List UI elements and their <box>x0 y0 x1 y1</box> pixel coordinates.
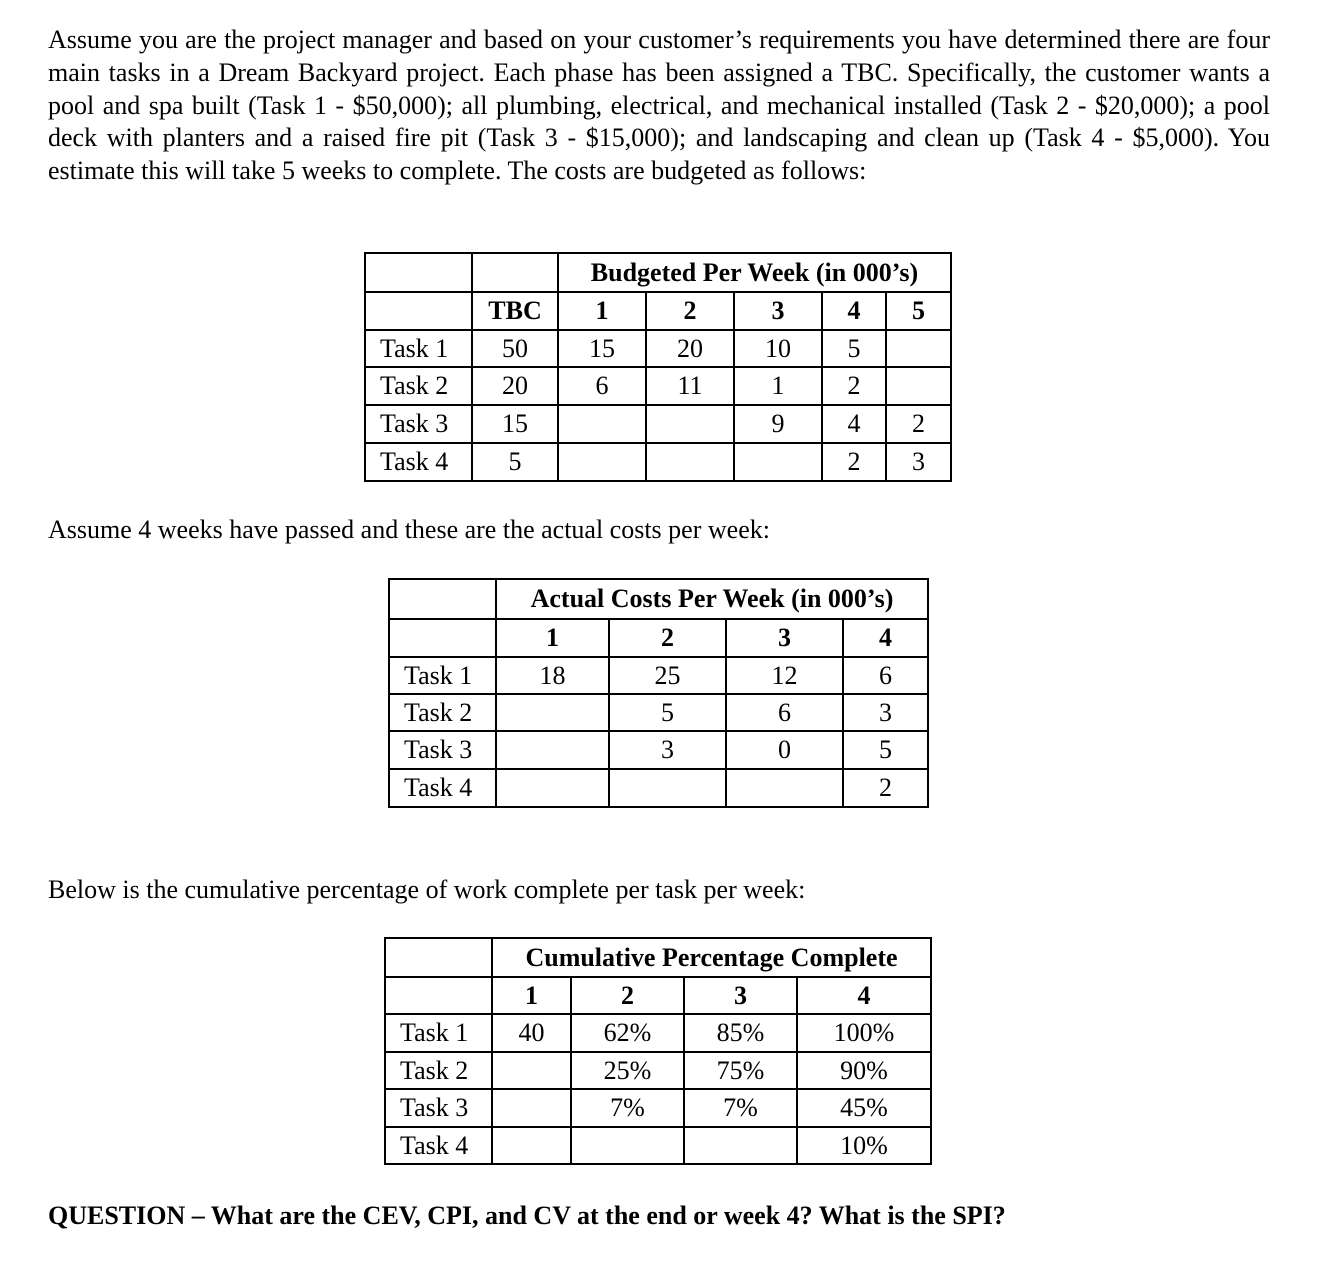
budget-table <box>364 252 952 482</box>
value-cell: 75% <box>684 1052 797 1089</box>
value-cell: 45% <box>797 1089 931 1127</box>
value-cell: 3 <box>843 694 928 731</box>
value-cell <box>886 330 951 367</box>
value-cell: 15 <box>558 330 646 367</box>
value-cell: 7% <box>571 1089 684 1127</box>
table-row <box>365 405 951 443</box>
week-header: 4 <box>843 619 928 657</box>
budget-corner-cell <box>365 292 472 330</box>
actual-header-row <box>389 619 928 657</box>
value-cell <box>558 405 646 443</box>
table-row <box>389 694 928 731</box>
value-cell: 5 <box>822 330 886 367</box>
table-row <box>365 367 951 405</box>
value-cell: 6 <box>558 367 646 405</box>
budget-corner-cell <box>472 253 558 292</box>
task-label: Task 1 <box>385 1014 492 1052</box>
value-cell <box>496 731 609 769</box>
value-cell <box>609 769 726 807</box>
value-cell <box>496 694 609 731</box>
question-text: QUESTION – What are the CEV, CPI, and CV at the end or week 4? What is the SPI? <box>48 1201 1006 1230</box>
percent-table <box>384 937 932 1165</box>
table-row <box>389 657 928 694</box>
value-cell <box>886 367 951 405</box>
tbc-cell: 15 <box>472 405 558 443</box>
table-row <box>385 1089 931 1127</box>
task-label: Task 3 <box>385 1089 492 1127</box>
value-cell: 2 <box>822 443 886 481</box>
value-cell <box>646 405 734 443</box>
table-row <box>365 330 951 367</box>
task-label: Task 3 <box>365 405 472 443</box>
value-cell <box>492 1089 571 1127</box>
value-cell: 3 <box>609 731 726 769</box>
value-cell: 11 <box>646 367 734 405</box>
week-header: 3 <box>734 292 822 330</box>
budget-corner-cell <box>365 253 472 292</box>
percent-header-row <box>385 977 931 1014</box>
value-cell: 90% <box>797 1052 931 1089</box>
budget-table-title: Budgeted Per Week (in 000’s) <box>558 253 951 292</box>
actual-table <box>388 578 929 808</box>
value-cell: 25 <box>609 657 726 694</box>
value-cell: 4 <box>822 405 886 443</box>
value-cell: 5 <box>843 731 928 769</box>
week-header: 1 <box>492 977 571 1014</box>
budget-header-row <box>365 292 951 330</box>
task-label: Task 4 <box>389 769 496 807</box>
value-cell: 100% <box>797 1014 931 1052</box>
tbc-cell: 5 <box>472 443 558 481</box>
week-header: 2 <box>571 977 684 1014</box>
percent-corner-cell <box>385 938 492 977</box>
week-header: 4 <box>822 292 886 330</box>
value-cell <box>558 443 646 481</box>
table-row <box>385 1014 931 1052</box>
value-cell: 25% <box>571 1052 684 1089</box>
percent-table-title: Cumulative Percentage Complete <box>492 938 931 977</box>
task-label: Task 2 <box>365 367 472 405</box>
value-cell: 2 <box>822 367 886 405</box>
percent-corner-cell <box>385 977 492 1014</box>
value-cell <box>734 443 822 481</box>
value-cell: 85% <box>684 1014 797 1052</box>
table-row <box>385 1052 931 1089</box>
task-label: Task 3 <box>389 731 496 769</box>
task-label: Task 4 <box>385 1127 492 1164</box>
week-header: 3 <box>684 977 797 1014</box>
intro-paragraph: Assume you are the project manager and based on your customer’s requirements you have determined there are four main tasks in a Dream Backyard project. Each phase has been assigned a TBC. Specifically, the customer wants a pool and spa built (Task 1 - $50,000); all plumbing, electrical, and mechanical installed (Task 2 - $20,000); a pool deck with planters and a raised fire pit (Task 3 - $15,000); and landscaping and clean up (Task 4 - $5,000). You estimate this will take 5 weeks to complete. The costs are budgeted as follows: <box>48 25 1270 186</box>
value-cell <box>492 1052 571 1089</box>
tbc-header: TBC <box>472 292 558 330</box>
value-cell <box>646 443 734 481</box>
value-cell: 18 <box>496 657 609 694</box>
week-header: 2 <box>646 292 734 330</box>
value-cell <box>684 1127 797 1164</box>
week-header: 4 <box>797 977 931 1014</box>
percent-title-row <box>385 938 931 977</box>
value-cell: 12 <box>726 657 843 694</box>
value-cell <box>726 769 843 807</box>
week-header: 5 <box>886 292 951 330</box>
value-cell: 62% <box>571 1014 684 1052</box>
task-label: Task 4 <box>365 443 472 481</box>
value-cell <box>496 769 609 807</box>
table-row <box>389 731 928 769</box>
value-cell: 20 <box>646 330 734 367</box>
value-cell: 3 <box>886 443 951 481</box>
percent-intro: Below is the cumulative percentage of work complete per task per week: <box>48 875 806 904</box>
week-header: 3 <box>726 619 843 657</box>
value-cell <box>492 1127 571 1164</box>
task-label: Task 2 <box>385 1052 492 1089</box>
value-cell: 6 <box>726 694 843 731</box>
table-row <box>365 443 951 481</box>
value-cell: 2 <box>886 405 951 443</box>
value-cell: 0 <box>726 731 843 769</box>
value-cell: 10 <box>734 330 822 367</box>
week-header: 1 <box>558 292 646 330</box>
actual-title-row <box>389 579 928 619</box>
value-cell: 1 <box>734 367 822 405</box>
actual-corner-cell <box>389 619 496 657</box>
value-cell: 9 <box>734 405 822 443</box>
value-cell: 2 <box>843 769 928 807</box>
week-header: 1 <box>496 619 609 657</box>
value-cell: 7% <box>684 1089 797 1127</box>
task-label: Task 2 <box>389 694 496 731</box>
budget-title-row <box>365 253 951 292</box>
actual-table-title: Actual Costs Per Week (in 000’s) <box>496 579 928 619</box>
value-cell: 6 <box>843 657 928 694</box>
task-label: Task 1 <box>389 657 496 694</box>
task-label: Task 1 <box>365 330 472 367</box>
value-cell: 40 <box>492 1014 571 1052</box>
actual-corner-cell <box>389 579 496 619</box>
week-header: 2 <box>609 619 726 657</box>
table-row <box>385 1127 931 1164</box>
value-cell: 10% <box>797 1127 931 1164</box>
tbc-cell: 50 <box>472 330 558 367</box>
tbc-cell: 20 <box>472 367 558 405</box>
value-cell: 5 <box>609 694 726 731</box>
value-cell <box>571 1127 684 1164</box>
table-row <box>389 769 928 807</box>
actual-intro: Assume 4 weeks have passed and these are the actual costs per week: <box>48 515 770 544</box>
